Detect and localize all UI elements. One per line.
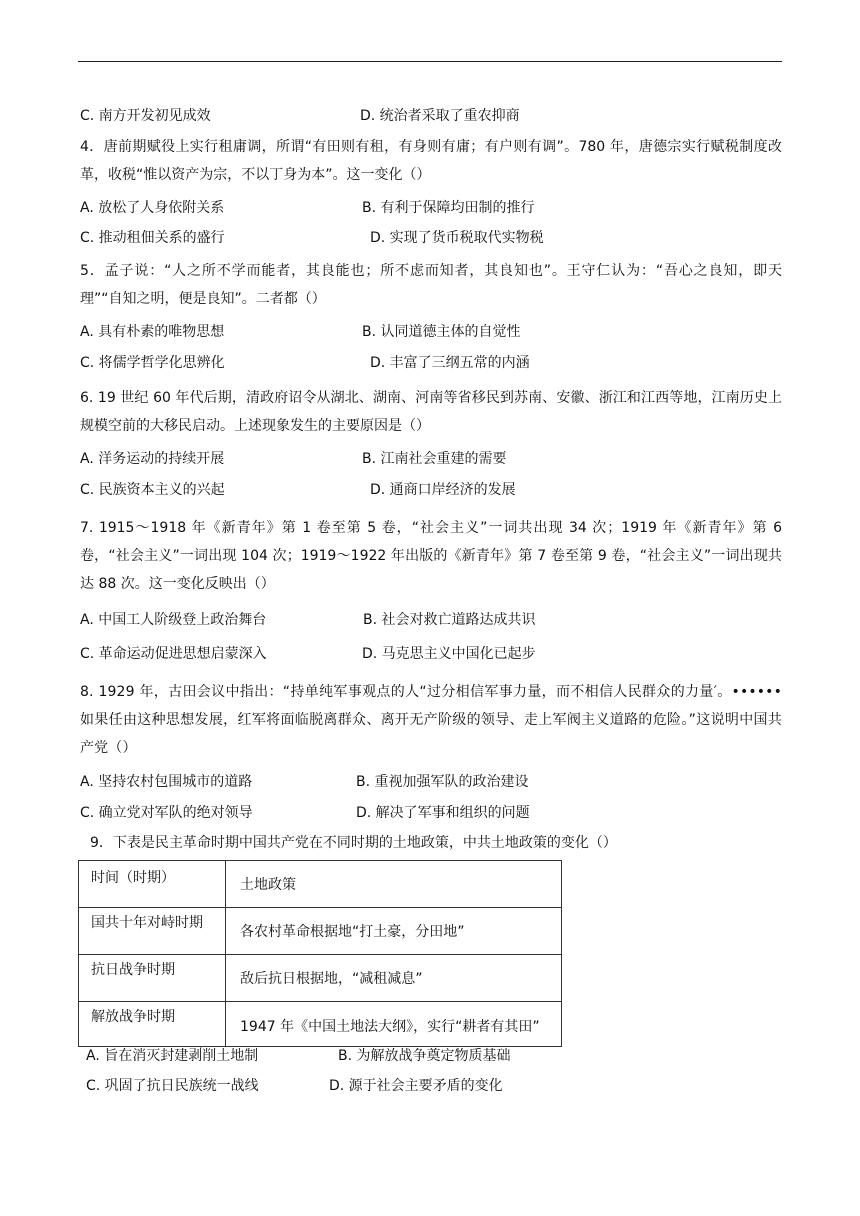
q5-option-c: C. 将儒学哲学化思辨化	[80, 355, 225, 371]
land-policy-table	[78, 860, 562, 1047]
q7-option-c: C. 革命运动促进思想启蒙深入	[80, 646, 267, 662]
q7-option-d: D. 马克思主义中国化已起步	[362, 646, 536, 662]
table-header-policy: 土地政策	[226, 861, 562, 908]
q7-option-a: A. 中国工人阶级登上政治舞台	[80, 612, 267, 628]
q9-option-b: B. 为解放战争奠定物质基础	[338, 1048, 511, 1064]
q8-stem: 8. 1929 年，古田会议中指出：“持单纯军事观点的人“过分相信军事力量，而不相信人民群众的力量′。••••••如果任由这种思想发展，红军将面临脱离群众、离开无产阶级的领导、走上军阀主义道路的危险。”这说明中国共产党（）	[80, 684, 782, 756]
q8-option-b: B. 重视加强军队的政治建设	[356, 774, 529, 790]
table-header-period: 时间（时期）	[79, 861, 226, 908]
q9-option-d: D. 源于社会主要矛盾的变化	[329, 1078, 503, 1094]
q6-option-c: C. 民族资本主义的兴起	[80, 482, 225, 498]
table-cell-period: 国共十年对峙时期	[79, 908, 226, 955]
q7-option-b: B. 社会对救亡道路达成共识	[363, 612, 536, 628]
q5-stem: 5．孟子说：“人之所不学而能者，其良能也；所不虑而知者，其良知也”。王守仁认为：“吾心之良知，即天理”“自知之明，便是良知”。二者都（）	[80, 263, 782, 307]
table-row	[79, 1002, 562, 1047]
table-cell-period: 解放战争时期	[79, 1002, 226, 1047]
q4-stem: 4．唐前期赋役上实行租庸调，所谓“有田则有租，有身则有庸；有户则有调”。780 年，唐德宗实行赋税制度改革，收税“惟以资产为宗，不以丁身为本”。这一变化（）	[80, 139, 782, 183]
q4-option-d: D. 实现了货币税取代实物税	[370, 230, 544, 246]
table-cell-policy: 各农村革命根据地“打土豪，分田地”	[226, 908, 562, 955]
q4-option-b: B. 有利于保障均田制的推行	[362, 200, 535, 216]
q4-option-a: A. 放松了人身依附关系	[80, 200, 225, 216]
q8-option-a: A. 坚持农村包围城市的道路	[80, 774, 253, 790]
q8-option-d: D. 解决了军事和组织的问题	[356, 805, 530, 821]
table-cell-policy: 1947 年《中国土地法大纲》，实行“耕者有其田”	[226, 1002, 562, 1047]
q6-option-a: A. 洋务运动的持续开展	[80, 451, 225, 467]
table-header-row	[79, 861, 562, 908]
q5-option-a: A. 具有朴素的唯物思想	[80, 324, 225, 340]
q6-option-d: D. 通商口岸经济的发展	[370, 482, 516, 498]
q3-option-d: D. 统治者采取了重农抑商	[360, 108, 520, 124]
table-cell-period: 抗日战争时期	[79, 955, 226, 1002]
q5-option-d: D. 丰富了三纲五常的内涵	[370, 355, 530, 371]
q9-option-a: A. 旨在消灭封建剥削土地制	[86, 1048, 259, 1064]
table-row	[79, 955, 562, 1002]
table-cell-policy: 敌后抗日根据地，“减租减息”	[226, 955, 562, 1002]
q9-stem: 9．下表是民主革命时期中国共产党在不同时期的土地政策，中共土地政策的变化（）	[90, 835, 617, 851]
q8-option-c: C. 确立党对军队的绝对领导	[80, 805, 253, 821]
q3-option-c: C. 南方开发初见成效	[80, 108, 211, 124]
q5-option-b: B. 认同道德主体的自觉性	[362, 324, 521, 340]
q6-stem: 6. 19 世纪 60 年代后期，清政府诏令从湖北、湖南、河南等省移民到苏南、安徽、浙江和江西等地，江南历史上规模空前的大移民启动。上述现象发生的主要原因是（）	[80, 390, 782, 434]
q9-option-c: C. 巩固了抗日民族统一战线	[86, 1078, 259, 1094]
header-rule	[78, 61, 782, 62]
q7-stem: 7. 1915～1918 年《新青年》第 1 卷至第 5 卷，“社会主义”一词共出现 34 次；1919 年《新青年》第 6 卷，“社会主义”一词出现 104 次；1919～1922 年出版的《新青年》第 7 卷至第 9 卷，“社会主义”一词出现共达 88 次。这一变化反映出（）	[80, 520, 782, 592]
table-row	[79, 908, 562, 955]
q6-option-b: B. 江南社会重建的需要	[362, 451, 507, 467]
q4-option-c: C. 推动租佃关系的盛行	[80, 230, 225, 246]
